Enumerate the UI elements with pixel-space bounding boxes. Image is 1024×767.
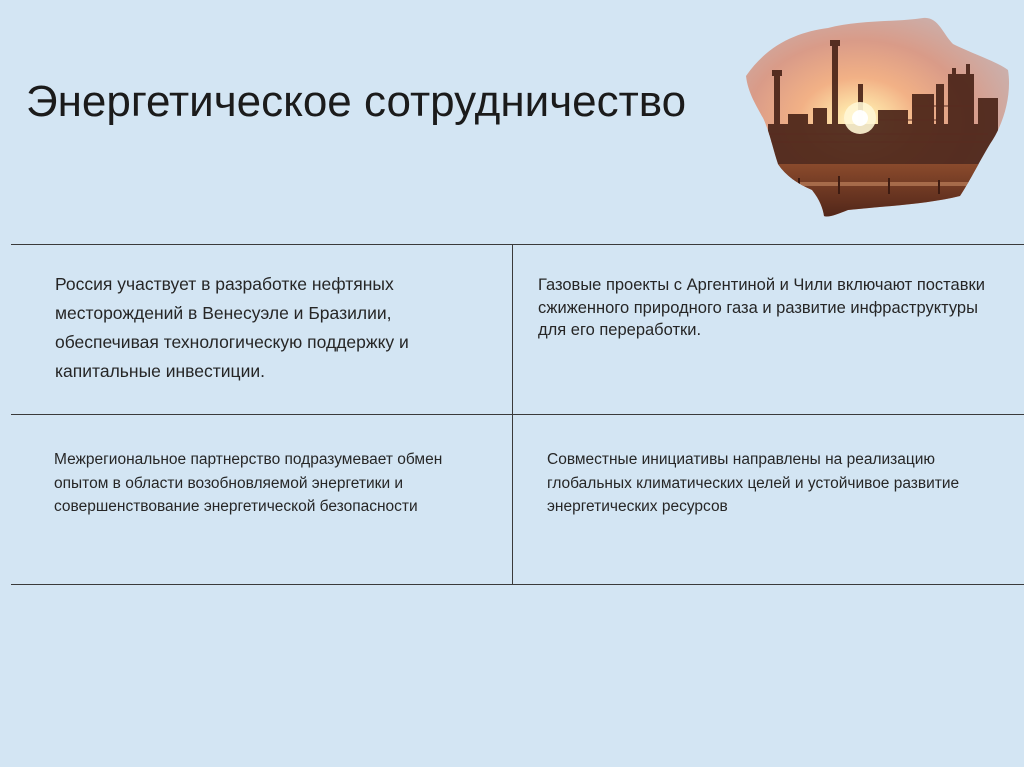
cell-interregional-partnership: Межрегиональное партнерство подразумевает обмен опытом в области возобновляемой энергетики и совершенствование энергетической безопасности [54,451,443,515]
slide-title: Энергетическое сотрудничество [26,77,687,126]
cell-russia-oil-fields: Россия участвует в разработке нефтяных месторождений в Венесуэле и Бразилии, обеспечивая технологическую поддержку и капитальные инвестиции. [55,274,409,381]
refinery-sunset-image [728,14,1012,220]
cell-gas-projects: Газовые проекты с Аргентиной и Чили включают поставки сжиженного природного газа и развитие инфраструктуры для его переработки. [538,276,985,339]
cell-joint-initiatives: Совместные инициативы направлены на реализацию глобальных климатических целей и устойчивое развитие энергетических ресурсов [547,451,960,515]
grid-top-divider [11,244,1024,245]
grid-bottom-divider [11,584,1024,585]
grid-middle-divider [11,414,1024,415]
content-grid [11,244,1024,585]
grid-column-divider [512,244,513,585]
